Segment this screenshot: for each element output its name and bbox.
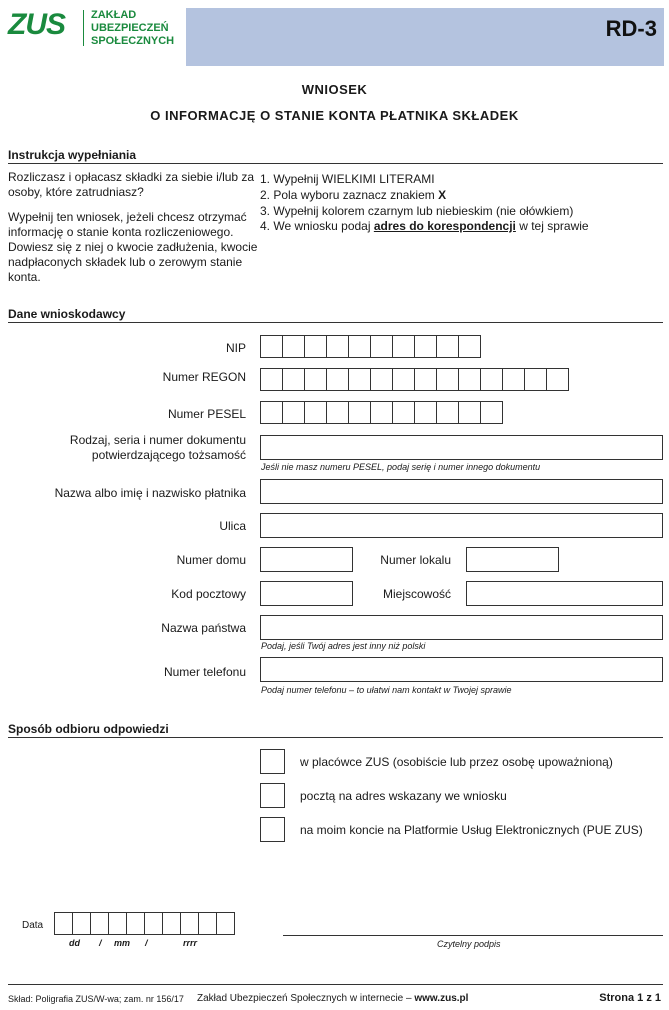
org-line-1: ZAKŁAD [91, 9, 137, 21]
date-label: Data [22, 920, 44, 931]
org-line-2: UBEZPIECZEŃ [91, 22, 169, 34]
pesel-label: Numer PESEL [167, 407, 246, 421]
date-format-slash-1: / [99, 938, 102, 948]
house-number-field[interactable] [260, 547, 353, 572]
instructions-question: Rozliczasz i opłacasz składki za siebie i/lub za osoby, które zatrudniasz? [8, 170, 255, 199]
date-cell[interactable] [162, 912, 181, 935]
digit-cell[interactable] [480, 401, 503, 424]
instruction-item-2-mark: X [438, 188, 447, 202]
section-rule [8, 322, 663, 323]
date-format-yyyy: rrrr [183, 938, 198, 948]
digit-cell[interactable] [546, 368, 569, 391]
phone-field[interactable] [260, 657, 663, 682]
delivery-pue-label: na moim koncie na Platformie Usług Elektronicznych (PUE ZUS) [300, 823, 643, 837]
country-label: Nazwa państwa [161, 621, 246, 635]
digit-cell[interactable] [348, 401, 371, 424]
date-cell[interactable] [108, 912, 127, 935]
country-field[interactable] [260, 615, 663, 640]
page-number: Strona 1 z 1 [599, 992, 661, 1004]
digit-cell[interactable] [370, 401, 393, 424]
digit-cell[interactable] [414, 368, 437, 391]
date-cell[interactable] [180, 912, 199, 935]
country-hint: Podaj, jeśli Twój adres jest inny niż polski [261, 641, 426, 651]
digit-cell[interactable] [326, 401, 349, 424]
applicant-heading: Dane wnioskodawcy [8, 307, 126, 321]
document-hint: Jeśli nie masz numeru PESEL, podaj serię i numer innego dokumentu [261, 462, 541, 472]
footer-website [197, 993, 468, 1004]
header-bar [186, 8, 664, 66]
date-cell[interactable] [144, 912, 163, 935]
payer-name-field[interactable] [260, 479, 663, 504]
org-line-3: SPOŁECZNYCH [91, 35, 175, 47]
document-label [70, 433, 246, 463]
digit-cell[interactable] [348, 368, 371, 391]
instructions-heading: Instrukcja wypełniania [8, 148, 137, 162]
date-cell[interactable] [198, 912, 217, 935]
instruction-item-3: 3. Wypełnij kolorem czarnym lub niebieskim (nie ołówkiem) [260, 204, 574, 218]
digit-cell[interactable] [282, 401, 305, 424]
digit-cell[interactable] [502, 368, 525, 391]
phone-label: Numer telefonu [163, 665, 246, 679]
date-format-mm: mm [114, 938, 131, 948]
pesel-input[interactable] [260, 401, 502, 424]
flat-number-field[interactable] [466, 547, 559, 572]
instruction-item-2 [260, 188, 446, 203]
house-number-label: Numer domu [176, 553, 246, 567]
instructions-purpose: Wypełnij ten wniosek, jeżeli chcesz otrzymać informację o stanie konta rozliczeniowego. Dowiesz się z niej o kwocie zadłużenia, kwocie nadpłaconych składek lub o zerowym stanie konta. [8, 210, 258, 284]
delivery-branch-checkbox[interactable] [260, 749, 285, 774]
section-rule [8, 737, 663, 738]
digit-cell[interactable] [414, 335, 437, 358]
date-cell[interactable] [216, 912, 235, 935]
zus-logo: ZUS [8, 8, 65, 41]
logo-divider [83, 10, 84, 46]
digit-cell[interactable] [326, 368, 349, 391]
instruction-item-1: 1. Wypełnij WIELKIMI LITERAMI [260, 172, 435, 186]
digit-cell[interactable] [392, 368, 415, 391]
digit-cell[interactable] [282, 368, 305, 391]
section-rule [8, 163, 663, 164]
footer-website-text: Zakład Ubezpieczeń Społecznych w internecie – [197, 993, 415, 1004]
date-cell[interactable] [72, 912, 91, 935]
signature-line[interactable] [283, 935, 663, 936]
regon-label: Numer REGON [162, 370, 246, 384]
form-code: RD-3 [605, 16, 657, 41]
regon-input[interactable] [260, 368, 568, 391]
digit-cell[interactable] [436, 368, 459, 391]
digit-cell[interactable] [260, 335, 283, 358]
delivery-heading: Sposób odbioru odpowiedzi [8, 722, 169, 736]
delivery-post-checkbox[interactable] [260, 783, 285, 808]
instruction-item-4-emphasis: adres do korespondencji [373, 219, 516, 233]
postcode-field[interactable] [260, 581, 353, 606]
postcode-label: Kod pocztowy [171, 587, 246, 601]
document-label-line2: potwierdzającego tożsamość [91, 448, 246, 462]
instruction-item-4-suffix: w tej sprawie [515, 219, 589, 233]
digit-cell[interactable] [282, 335, 305, 358]
city-label: Miejscowość [382, 587, 451, 601]
street-field[interactable] [260, 513, 663, 538]
digit-cell[interactable] [458, 401, 481, 424]
footer-rule [8, 984, 663, 985]
phone-hint: Podaj numer telefonu – to ułatwi nam kontakt w Twojej sprawie [261, 685, 512, 695]
digit-cell[interactable] [304, 368, 327, 391]
print-info: Skład: Poligrafia ZUS/W-wa; zam. nr 156/17 [8, 994, 184, 1004]
digit-cell[interactable] [392, 335, 415, 358]
date-cell[interactable] [126, 912, 145, 935]
org-name [91, 9, 174, 48]
instruction-item-2-text: 2. Pola wyboru zaznacz znakiem [260, 188, 439, 202]
delivery-post-label: pocztą na adres wskazany we wniosku [300, 789, 507, 803]
delivery-pue-checkbox[interactable] [260, 817, 285, 842]
delivery-branch-label: w placówce ZUS (osobiście lub przez osobę upoważnioną) [300, 755, 613, 769]
signature-label: Czytelny podpis [437, 939, 501, 949]
digit-cell[interactable] [436, 335, 459, 358]
payer-name-label: Nazwa albo imię i nazwisko płatnika [54, 486, 246, 500]
date-format-slash-2: / [145, 938, 148, 948]
date-input[interactable] [54, 912, 234, 935]
digit-cell[interactable] [304, 401, 327, 424]
identity-document-field[interactable] [260, 435, 663, 460]
digit-cell[interactable] [436, 401, 459, 424]
digit-cell[interactable] [392, 401, 415, 424]
digit-cell[interactable] [260, 401, 283, 424]
nip-input[interactable] [260, 335, 480, 358]
street-label: Ulica [219, 519, 246, 533]
document-label-line1: Rodzaj, seria i numer dokumentu [69, 433, 246, 447]
digit-cell[interactable] [348, 335, 371, 358]
form-title-line1: WNIOSEK [301, 82, 368, 97]
digit-cell[interactable] [370, 368, 393, 391]
digit-cell[interactable] [480, 368, 503, 391]
digit-cell[interactable] [370, 335, 393, 358]
instruction-item-4 [260, 219, 589, 234]
flat-number-label: Numer lokalu [380, 553, 451, 567]
digit-cell[interactable] [458, 368, 481, 391]
form-title-line2: O INFORMACJĘ O STANIE KONTA PŁATNIKA SKŁADEK [150, 108, 519, 123]
nip-label: NIP [225, 341, 246, 355]
digit-cell[interactable] [260, 368, 283, 391]
city-field[interactable] [466, 581, 663, 606]
digit-cell[interactable] [304, 335, 327, 358]
date-cell[interactable] [54, 912, 73, 935]
digit-cell[interactable] [524, 368, 547, 391]
date-cell[interactable] [90, 912, 109, 935]
instruction-item-4-text: 4. We wniosku podaj [260, 219, 374, 233]
digit-cell[interactable] [326, 335, 349, 358]
footer-website-url[interactable]: www.zus.pl [414, 993, 469, 1004]
date-format-dd: dd [69, 938, 80, 948]
digit-cell[interactable] [458, 335, 481, 358]
digit-cell[interactable] [414, 401, 437, 424]
